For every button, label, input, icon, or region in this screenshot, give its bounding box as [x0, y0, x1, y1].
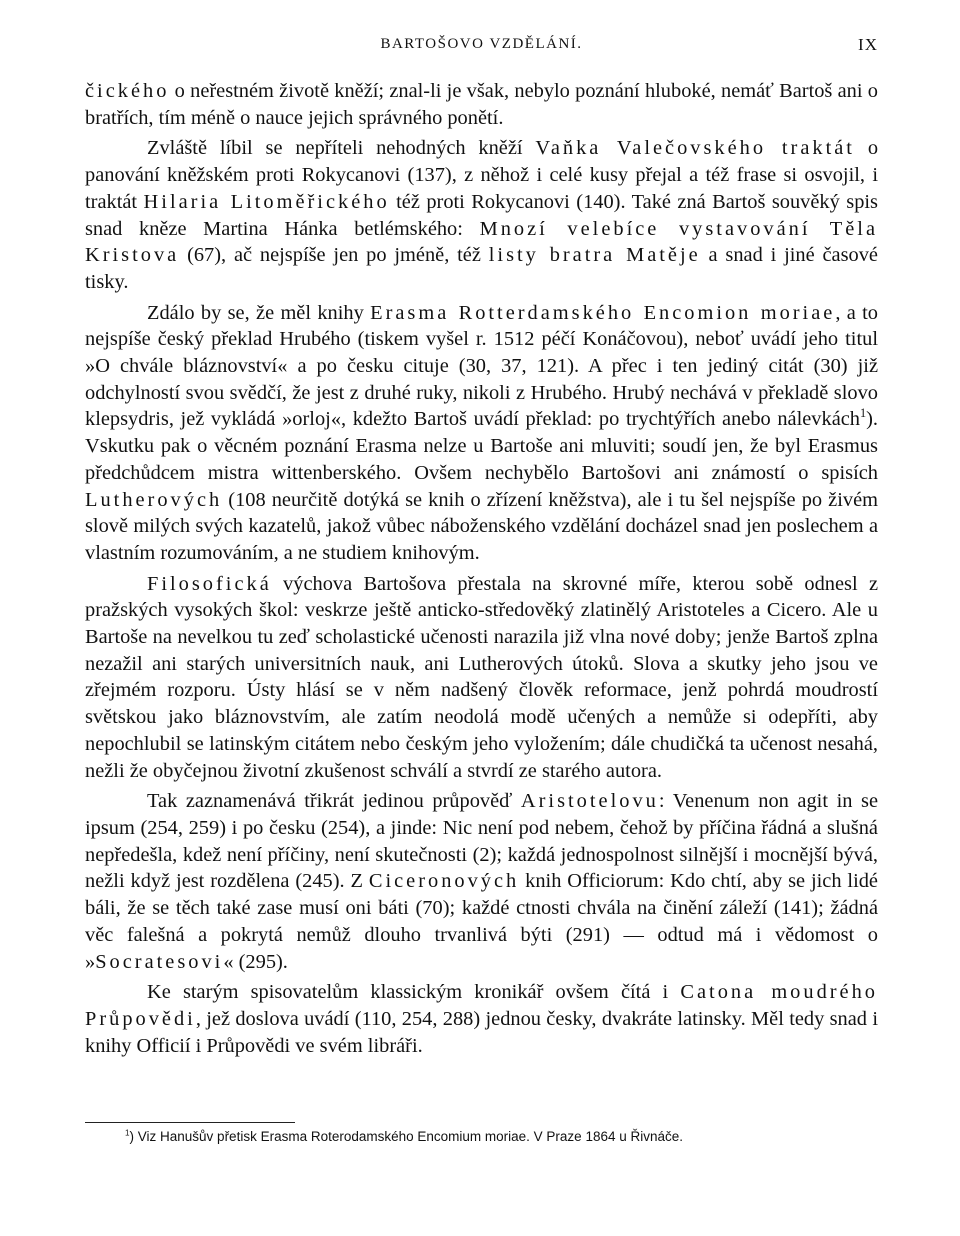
spaced-emphasis: Vaňka Valečovského traktát [535, 137, 855, 160]
spaced-emphasis: Ciceronových [368, 870, 520, 893]
text-run: « (295). [223, 950, 288, 973]
text-run: (67), ač nejspíše jen po jméně, též [179, 244, 489, 267]
text-run: Ke starým spisovatelům klassickým kronikář ovšem čítá i [147, 981, 681, 1004]
spaced-emphasis: Hilaria Litoměřického [143, 190, 390, 213]
body-text [85, 78, 878, 1059]
spaced-emphasis: Catona moudrého Průpovědi [85, 981, 878, 1030]
text-run: : Venenum non agit in se ipsum (254, 259) i po česku (254), a jinde: Nic není pod nebem, čehož by příčina řádná a slušná nepředešla, kdež není příčiny, není skutečnosti (2); každá jednospolnost silnější i mocnější bývá, nežli když jest rozdělena (245). Z [85, 790, 878, 893]
paragraph [85, 571, 878, 785]
text-run: Tak zaznamenává třikrát jedinou průpověď [147, 790, 521, 813]
text-run: též proti Rokycanovi (140). Také zná Bartoš souvěký spis snad kněze Martina Hánka betlémského: [85, 190, 878, 240]
paragraph [85, 135, 878, 295]
spaced-emphasis: Erasma Rotterdamského Encomion moriae [370, 301, 836, 324]
footnote-divider [85, 1122, 295, 1123]
spaced-emphasis: Socratesovi [95, 950, 224, 973]
text-run: (108 neurčitě dotýká se knih o zřízení kněžstva), ale i tu šel nejspíše po živém slově milých svých kazatelů, jakož vůbec náboženského vzdělání docházel snad jen poslechem a vlastním rozumováním, a ne studiem knihovým. [85, 488, 878, 564]
paragraph [85, 788, 878, 975]
text-run: a snad i jiné časové tisky. [85, 244, 878, 293]
footnote-text: ) Viz Hanušův přetisk Erasma Roterodamského Encomium moriae. V Praze 1864 u Řivnáče. [129, 1129, 684, 1144]
text-run: o neřestném životě kněží; znal-li je však, nebylo poznání hluboké, nemáť Bartoš ani o bratřích, tím méně o nauce jejich správného ponětí. [85, 80, 878, 129]
spaced-emphasis: čického [85, 80, 170, 102]
paragraph [85, 979, 878, 1059]
paragraph [85, 78, 878, 131]
spaced-emphasis: listy bratra Matěje [488, 244, 701, 267]
text-run: knih Officiorum: Kdo chtí, aby se jich lidé báli, že se těch také zase musí oni báti (70); každé ctnosti chvála na činění záleží (141); žádná věc falešná a pokrytá nemůž dlouho trvanlivá býti (291) — odtud má i vědomost o » [85, 870, 878, 973]
footnote-reference: 1 [859, 406, 867, 421]
running-title: BARTOŠOVO VZDĚLÁNÍ. [380, 36, 583, 52]
spaced-emphasis: Aristotelovu [520, 790, 659, 813]
footnote [125, 1128, 885, 1146]
text-run: Zvláště líbil se nepříteli nehodných kněží [147, 137, 536, 160]
page-number: IX [858, 35, 878, 54]
spaced-emphasis: Mnozí velebíce vystavování Těla Kristova [85, 217, 878, 267]
text-run: výchova Bartošova přestala na skrovné míře, kterou sobě odnesl z pražských vysokých škol: veskrze ještě anticko-středověký zlatinělý Aristoteles a Cicero. Ale u Bartoše na nevelkou tu zeď scholastické učenosti narazila již vlna nové doby; jenže Bartoš zplna nezažil ani starých universitních nauk, ani Lutherových útoků. Slova a skutky jeho jsou ve zřejmém rozporu. Ústy hlásí se v něm nadšený člověk reformace, jenž pohrdá moudrostí světskou jako bláznovstvím, ale zatím neodolá modě učených a nemůže si odepříti, aby nepochlubil se latinským citátem nebo českým jeho vyložením; dále chudičká ta učenost nesahá, nežli že obyčejnou životní zkušenost schválí a stvrdí ze starého autora. [85, 572, 878, 782]
text-run: Zdálo by se, že měl knihy [147, 301, 371, 324]
text-run: ). Vskutku pak o věcném poznání Erasma nelze u Bartoše ani mluviti; soudí jen, že byl Erasmus předchůdcem mistra wittenberského. Ovšem nechybělo Bartošovi ani známostí o spisích [85, 408, 878, 484]
spaced-emphasis: Filosofická [147, 572, 272, 595]
spaced-emphasis: Lutherových [85, 488, 223, 511]
text-run: o panování kněžském proti Rokycanovi (137), z něhož i celé kusy přejal a též frase si osvojil, i traktát [85, 137, 879, 213]
text-run: , a to nejspíše český překlad Hrubého (tiskem vyšel r. 1512 péčí Konáčovou), neboť uvádí jeho titul »O chvále bláznovství« a po česku cituje (30, 37, 121). A přec i ten jediný citát (30) již odchylností svou svědčí, že jest z druhé ruky, nikoli z Hrubého. Hrubý nechává v překladě slovo klepsydris, jež vykládá »orloj«, kdežto Bartoš uvádí překlad: po trychtýřích anebo nálevkách [85, 301, 878, 431]
text-run: , jež doslova uvádí (110, 254, 288) jednou česky, dvakráte latinsky. Měl tedy snad i knihy Officií i Průpovědi ve svém libráři. [85, 1007, 878, 1057]
running-header [85, 34, 878, 58]
paragraph [85, 300, 878, 567]
footnote-marker: 1 [125, 1128, 130, 1138]
